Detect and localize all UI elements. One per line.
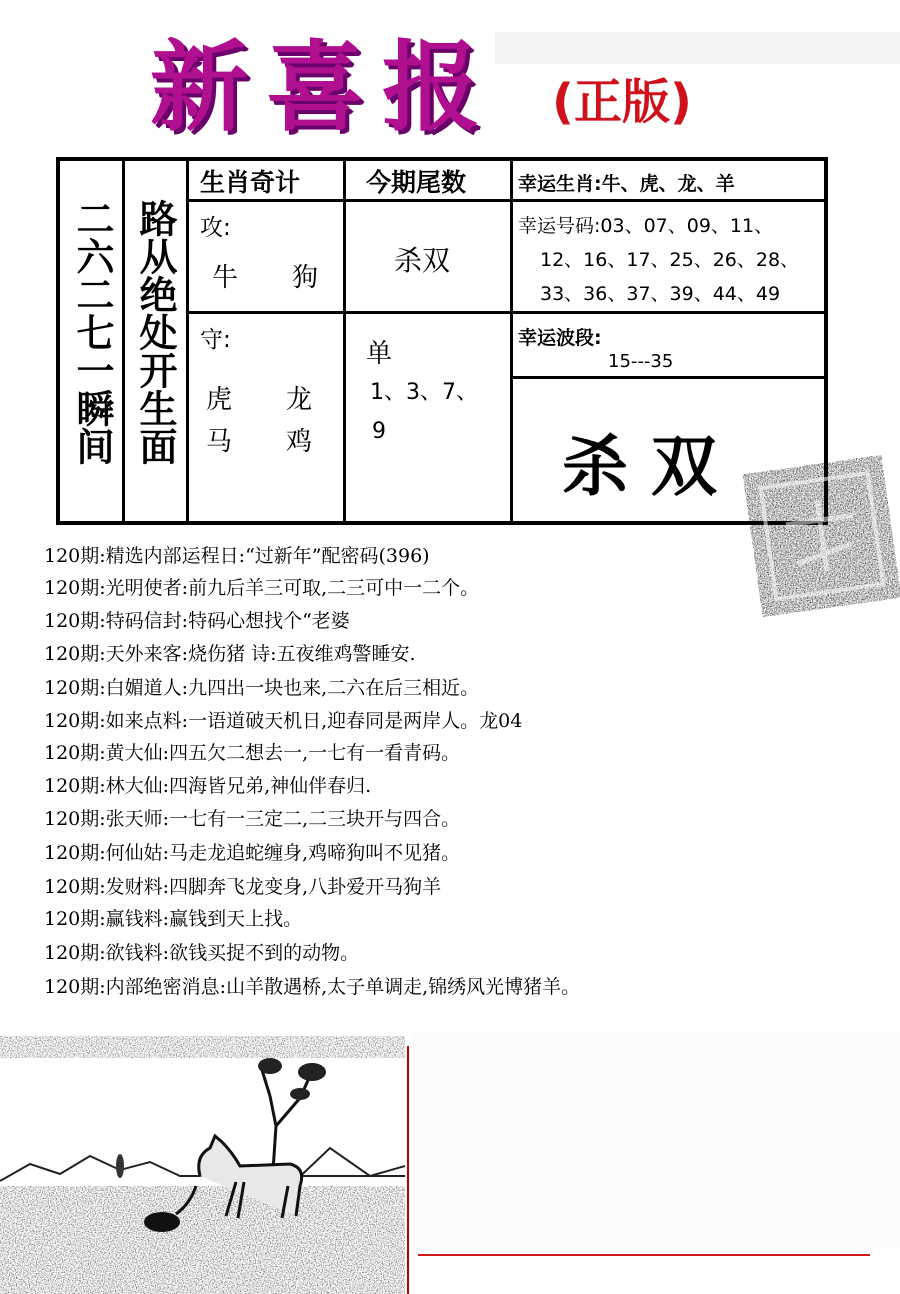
prediction-text: 黄大仙:四五欠二想去一,一七有一看青码。 [105,742,461,764]
period-label: 120期: [44,808,106,830]
prediction-row [44,608,350,634]
side-slogan-left: 二六二七一瞬间 [70,199,114,465]
prediction-text: 内部绝密消息:山羊散遇桥,太子单调走,锦绣风光博猪羊。 [105,976,581,998]
prediction-text: 欲钱料:欲钱买捉不到的动物。 [105,942,360,964]
prediction-row [44,940,359,966]
seal-stamp [738,450,900,621]
attack-animal: 牛 [212,263,239,293]
prediction-text: 如来点料:一语道破天机日,迎春同是两岸人。龙04 [105,710,523,732]
prediction-text: 赢钱料:赢钱到天上找。 [105,908,303,930]
prediction-text: 发财料:四脚奔飞龙变身,八卦爱开马狗羊 [105,876,442,898]
period-label: 120期: [44,942,106,964]
bottom-haze [412,1032,900,1248]
prediction-text: 何仙姑:马走龙追蛇缠身,鸡啼狗叫不见猪。 [105,842,461,864]
prediction-row [44,575,479,601]
prediction-text: 白媚道人:九四出一块也来,二六在后三相近。 [105,677,480,699]
divider [343,161,346,521]
prediction-row [44,906,302,932]
prediction-row [44,641,416,667]
lucky-zodiac: 幸运生肖:牛、虎、龙、羊 [518,173,735,195]
period-label: 120期: [44,643,106,665]
period-label: 120期: [44,677,106,699]
header-tail: 今期尾数 [366,168,467,197]
prediction-table [56,157,828,525]
lucky-wave-value: 15---35 [608,351,674,372]
divider [122,161,125,521]
single-line2: 9 [372,419,386,444]
period-label: 120期: [44,876,106,898]
goat-illustration [0,1036,405,1294]
lucky-numbers-line1 [518,211,773,238]
lucky-numbers-line3: 33、36、37、39、44、49 [540,283,781,305]
top-haze [495,32,900,64]
single-label: 单 [366,339,393,369]
period-label: 120期: [44,577,106,599]
masthead-title: 新喜报 [150,30,499,145]
defend-animal: 鸡 [286,427,313,457]
divider [186,161,189,521]
attack-label: 攻: [200,215,231,241]
prediction-text: 光明使者:前九后羊三可取,二三可中一二个。 [105,577,480,599]
prediction-row [44,773,371,799]
prediction-text: 精选内部运程日:“过新年”配密码(396) [105,545,430,567]
period-label: 120期: [44,908,106,930]
prediction-row [44,974,580,1000]
period-label: 120期: [44,842,106,864]
defend-animal: 马 [206,427,233,457]
red-rule-horizontal [418,1254,870,1256]
period-label: 120期: [44,545,106,567]
period-label: 120期: [44,742,106,764]
lucky-wave-label: 幸运波段: [518,327,602,349]
header-zodiac: 生肖奇计 [200,168,301,197]
big-kill: 杀 双 [562,428,717,505]
prediction-row [44,840,460,866]
divider [186,199,826,202]
prediction-row [44,874,441,900]
prediction-row [44,806,460,832]
defend-animal: 虎 [206,385,233,415]
tail-kill: 杀双 [394,244,451,277]
lucky-numbers-line2: 12、16、17、25、26、28、 [540,249,800,271]
prediction-row [44,740,460,766]
period-label: 120期: [44,976,106,998]
divider [186,311,826,314]
prediction-row [44,708,522,734]
prediction-text: 张天师:一七有一三定二,二三块开与四合。 [105,808,461,830]
period-label: 120期: [44,775,106,797]
defend-animal: 龙 [286,385,313,415]
prediction-text: 天外来客:烧伤猪 诗:五夜维鸡警睡安. [105,643,416,665]
prediction-row [44,543,430,569]
divider [510,161,513,521]
prediction-text: 林大仙:四海皆兄弟,神仙伴春归. [105,775,372,797]
lucky-numbers: 03、07、09、11、 [600,215,774,237]
prediction-text: 特码信封:特码心想找个“老婆 [105,610,350,632]
single-line1: 1、3、7、 [370,380,478,405]
edition-label: (正版) [552,74,692,130]
side-slogan-right: 路从绝处开生面 [133,199,177,465]
prediction-row [44,675,479,701]
lucky-numbers-label: 幸运号码: [518,215,601,237]
period-label: 120期: [44,610,106,632]
defend-label: 守: [200,327,231,353]
period-label: 120期: [44,710,106,732]
attack-animal: 狗 [292,263,319,293]
divider [510,376,826,379]
red-rule-vertical [407,1046,409,1294]
